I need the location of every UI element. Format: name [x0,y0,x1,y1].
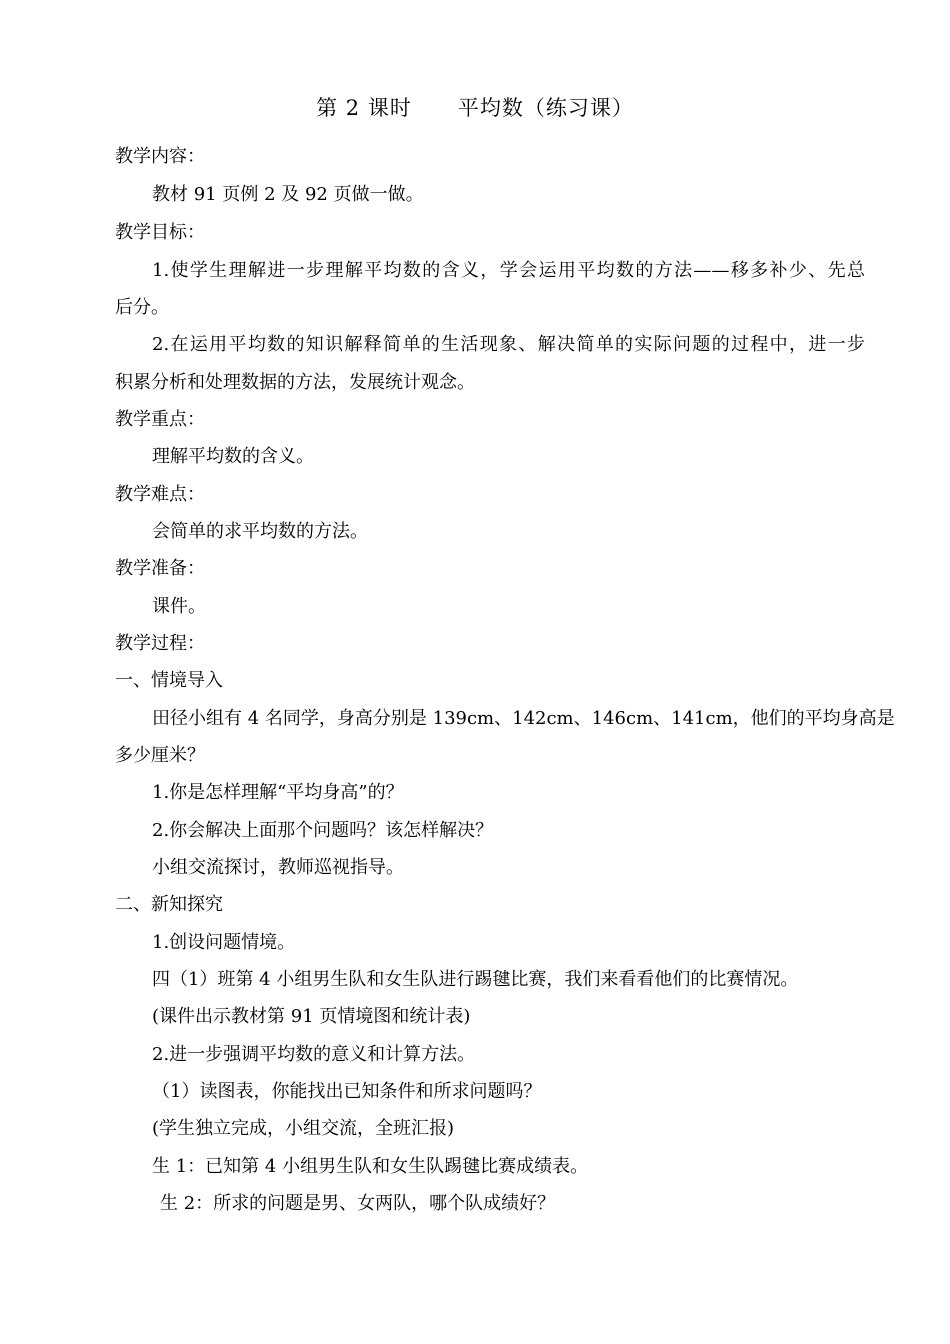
paragraph-preparation: 课件。 [152,596,206,617]
paragraph-student-work-note: (学生独立完成，小组交流，全班汇报) [152,1118,455,1139]
page-title: 第 2 课时 平均数（练习课） [316,96,634,120]
paragraph-problem: 田径小组有 4 名同学，身高分别是 139cm、142cm、146cm、141cm，他们的平均身高是 [152,708,895,729]
step-2: 2.进一步强调平均数的意义和计算方法。 [152,1044,476,1065]
paragraph-goal-1-cont: 后分。 [115,297,169,318]
paragraph-goal-1: 1.使学生理解进一步理解平均数的含义，学会运用平均数的方法——移多补少、先总 [152,260,865,281]
student-answer-2: 生 2：所求的问题是男、女两队，哪个队成绩好？ [160,1193,556,1214]
heading-goals: 教学目标： [115,222,205,243]
paragraph-courseware-note: (课件出示教材第 91 页情境图和统计表) [152,1006,471,1027]
paragraph-group-discussion: 小组交流探讨，教师巡视指导。 [152,857,404,878]
sub-step-1: （1）读图表，你能找出已知条件和所求问题吗？ [152,1081,542,1102]
heading-difficulty: 教学难点： [115,484,205,505]
heading-key-point: 教学重点： [115,409,205,430]
heading-content: 教学内容： [115,146,205,167]
paragraph-scenario: 四（1）班第 4 小组男生队和女生队进行踢毽比赛，我们来看看他们的比赛情况。 [152,969,799,990]
paragraph-key-point: 理解平均数的含义。 [152,446,314,467]
heading-process: 教学过程： [115,633,205,654]
student-answer-1: 生 1：已知第 4 小组男生队和女生队踢毽比赛成绩表。 [152,1156,589,1177]
heading-preparation: 教学准备： [115,558,205,579]
paragraph-problem-cont: 多少厘米？ [115,745,205,766]
section-heading-1: 一、情境导入 [115,670,223,691]
step-1: 1.创设问题情境。 [152,932,296,953]
question-1: 1.你是怎样理解“平均身高”的？ [152,782,404,803]
paragraph-goal-2-cont: 积累分析和处理数据的方法，发展统计观念。 [115,372,475,393]
section-heading-2: 二、新知探究 [115,894,223,915]
paragraph-goal-2: 2.在运用平均数的知识解释简单的生活现象、解决简单的实际问题的过程中，进一步 [152,334,865,355]
paragraph-content: 教材 91 页例 2 及 92 页做一做。 [152,184,424,205]
paragraph-difficulty: 会简单的求平均数的方法。 [152,521,368,542]
question-2: 2.你会解决上面那个问题吗？该怎样解决？ [152,820,494,841]
